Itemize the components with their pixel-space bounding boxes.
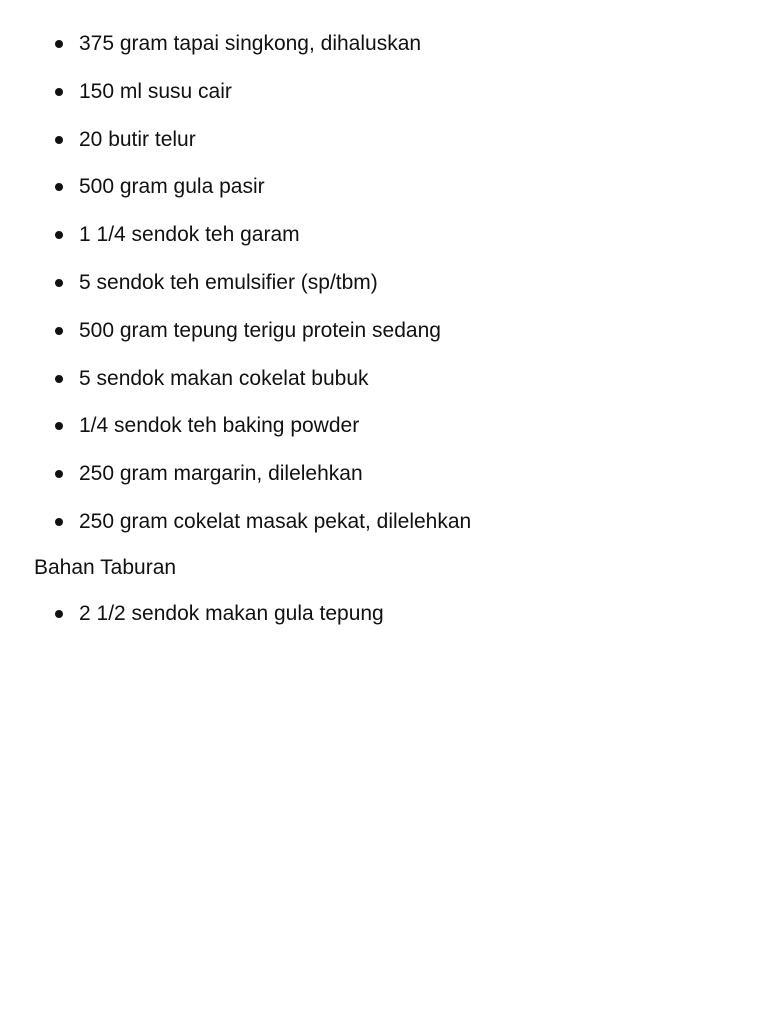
list-item: [0, 263, 471, 311]
list-item-text: 1/4 sendok teh baking powder: [79, 414, 360, 438]
bullet-icon: [55, 422, 63, 430]
list-item: [0, 359, 471, 407]
list-item-text: 1 1/4 sendok teh garam: [79, 223, 300, 247]
list-item-text: 375 gram tapai singkong, dihaluskan: [79, 32, 422, 55]
list-item-text: 500 gram tepung terigu protein sedang: [79, 318, 441, 342]
list-item: [0, 215, 471, 263]
list-item: [0, 120, 471, 168]
bullet-icon: [55, 610, 63, 618]
bullet-icon: [55, 327, 63, 335]
bullet-icon: [55, 518, 63, 526]
list-item: [0, 311, 471, 359]
list-item-text: 20 butir telur: [79, 127, 196, 151]
list-item-text: 2 1/2 sendok makan gula tepung: [79, 602, 384, 625]
bullet-icon: [55, 279, 63, 287]
list-item-text: 5 sendok teh emulsifier (sp/tbm): [79, 270, 378, 294]
topping-list: [0, 594, 384, 642]
list-item-text: 150 ml susu cair: [79, 79, 232, 103]
list-item: [0, 594, 384, 642]
bullet-icon: [55, 375, 63, 383]
list-item: [0, 24, 471, 72]
bullet-icon: [55, 183, 63, 191]
list-item-text: 250 gram cokelat masak pekat, dilelehkan: [79, 509, 472, 533]
bullet-icon: [55, 231, 63, 239]
list-item: [0, 502, 471, 550]
list-item: [0, 406, 471, 454]
bullet-icon: [55, 40, 63, 48]
list-item-text: 5 sendok makan cokelat bubuk: [79, 366, 369, 390]
bullet-icon: [55, 470, 63, 478]
list-item-text: 500 gram gula pasir: [79, 175, 265, 199]
ingredient-list: [0, 24, 471, 550]
section-heading: Bahan Taburan: [34, 556, 177, 579]
list-item: [0, 72, 471, 120]
list-item: [0, 454, 471, 502]
list-item-text: 250 gram margarin, dilelehkan: [79, 462, 363, 486]
list-item: [0, 167, 471, 215]
bullet-icon: [55, 88, 63, 96]
bullet-icon: [55, 136, 63, 144]
